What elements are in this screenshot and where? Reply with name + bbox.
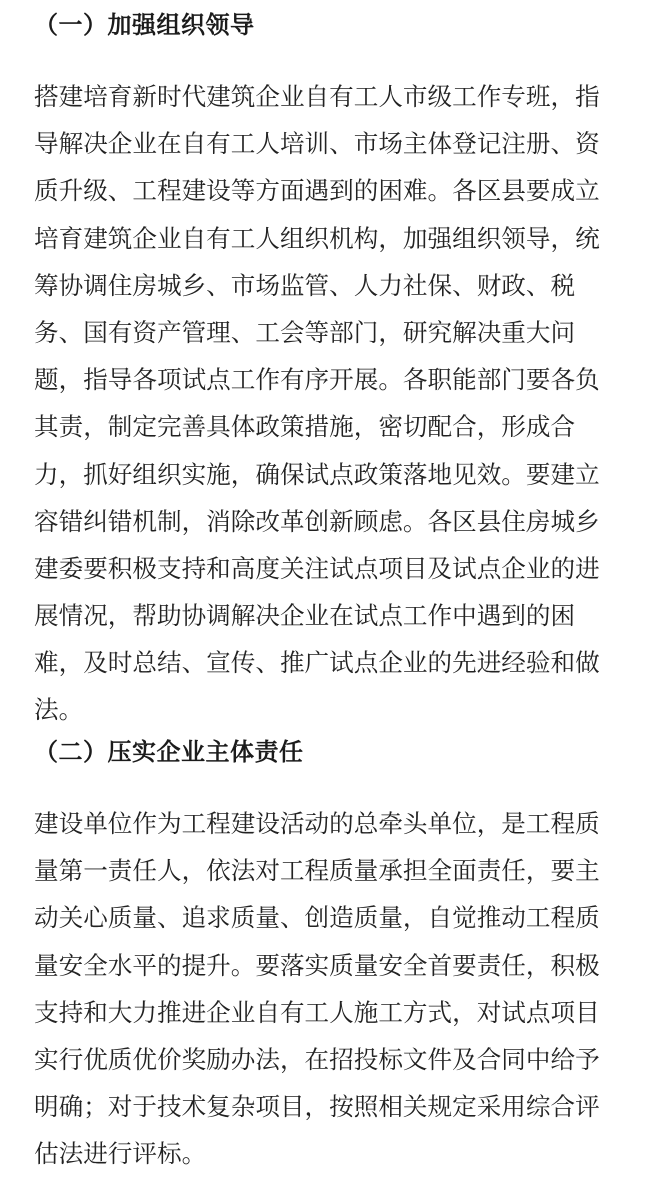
paragraph-line: 展情况，帮助协调解决企业在试点工作中遇到的困 bbox=[34, 601, 576, 631]
paragraph-line: 其责，制定完善具体政策措施，密切配合，形成合 bbox=[34, 412, 576, 442]
paragraph-line: 难，及时总结、宣传、推广试点企业的先进经验和做 bbox=[34, 648, 600, 678]
paragraph-line: 支持和大力推进企业自有工人施工方式，对试点项目 bbox=[34, 997, 600, 1027]
paragraph-line: 建委要积极支持和高度关注试点项目及试点企业的进 bbox=[34, 553, 600, 583]
paragraph-line: 建设单位作为工程建设活动的总牵头单位，是工程质 bbox=[34, 809, 600, 838]
paragraph-line: 法。 bbox=[34, 695, 84, 725]
paragraph-line: 量安全水平的提升。要落实质量安全首要责任，积极 bbox=[34, 950, 600, 980]
paragraph-line: 质升级、工程建设等方面遇到的困难。各区县要成立 bbox=[34, 176, 600, 206]
section-paragraph-1 bbox=[34, 73, 634, 734]
paragraph-line: 务、国有资产管理、工会等部门，研究解决重大问 bbox=[34, 317, 576, 347]
paragraph-line: 导解决企业在自有工人培训、市场主体登记注册、资 bbox=[34, 129, 600, 159]
paragraph-line: 力，抓好组织实施，确保试点政策落地见效。要建立 bbox=[34, 459, 600, 489]
paragraph-line: 估法进行评标。 bbox=[34, 1139, 207, 1169]
paragraph-line: 培育建筑企业自有工人组织机构，加强组织领导，统 bbox=[34, 223, 600, 253]
paragraph-line: 题，指导各项试点工作有序开展。各职能部门要各负 bbox=[34, 365, 600, 395]
paragraph-line: 搭建培育新时代建筑企业自有工人市级工作专班，指 bbox=[34, 82, 600, 111]
paragraph-line: 量第一责任人，依法对工程质量承担全面责任，要主 bbox=[34, 856, 600, 886]
section-heading-2: （二）压实企业主体责任 bbox=[34, 738, 304, 766]
paragraph-line: 明确；对于技术复杂项目，按照相关规定采用综合评 bbox=[34, 1092, 600, 1122]
paragraph-line: 容错纠错机制，消除改革创新顾虑。各区县住房城乡 bbox=[34, 506, 600, 536]
paragraph-line: 实行优质优价奖励办法，在招投标文件及合同中给予 bbox=[34, 1044, 600, 1074]
section-heading-1: （一）加强组织领导 bbox=[34, 11, 255, 39]
section-paragraph-2 bbox=[34, 800, 634, 1178]
paragraph-line: 筹协调住房城乡、市场监管、人力社保、财政、税 bbox=[34, 270, 576, 300]
paragraph-line: 动关心质量、追求质量、创造质量，自觉推动工程质 bbox=[34, 903, 600, 933]
